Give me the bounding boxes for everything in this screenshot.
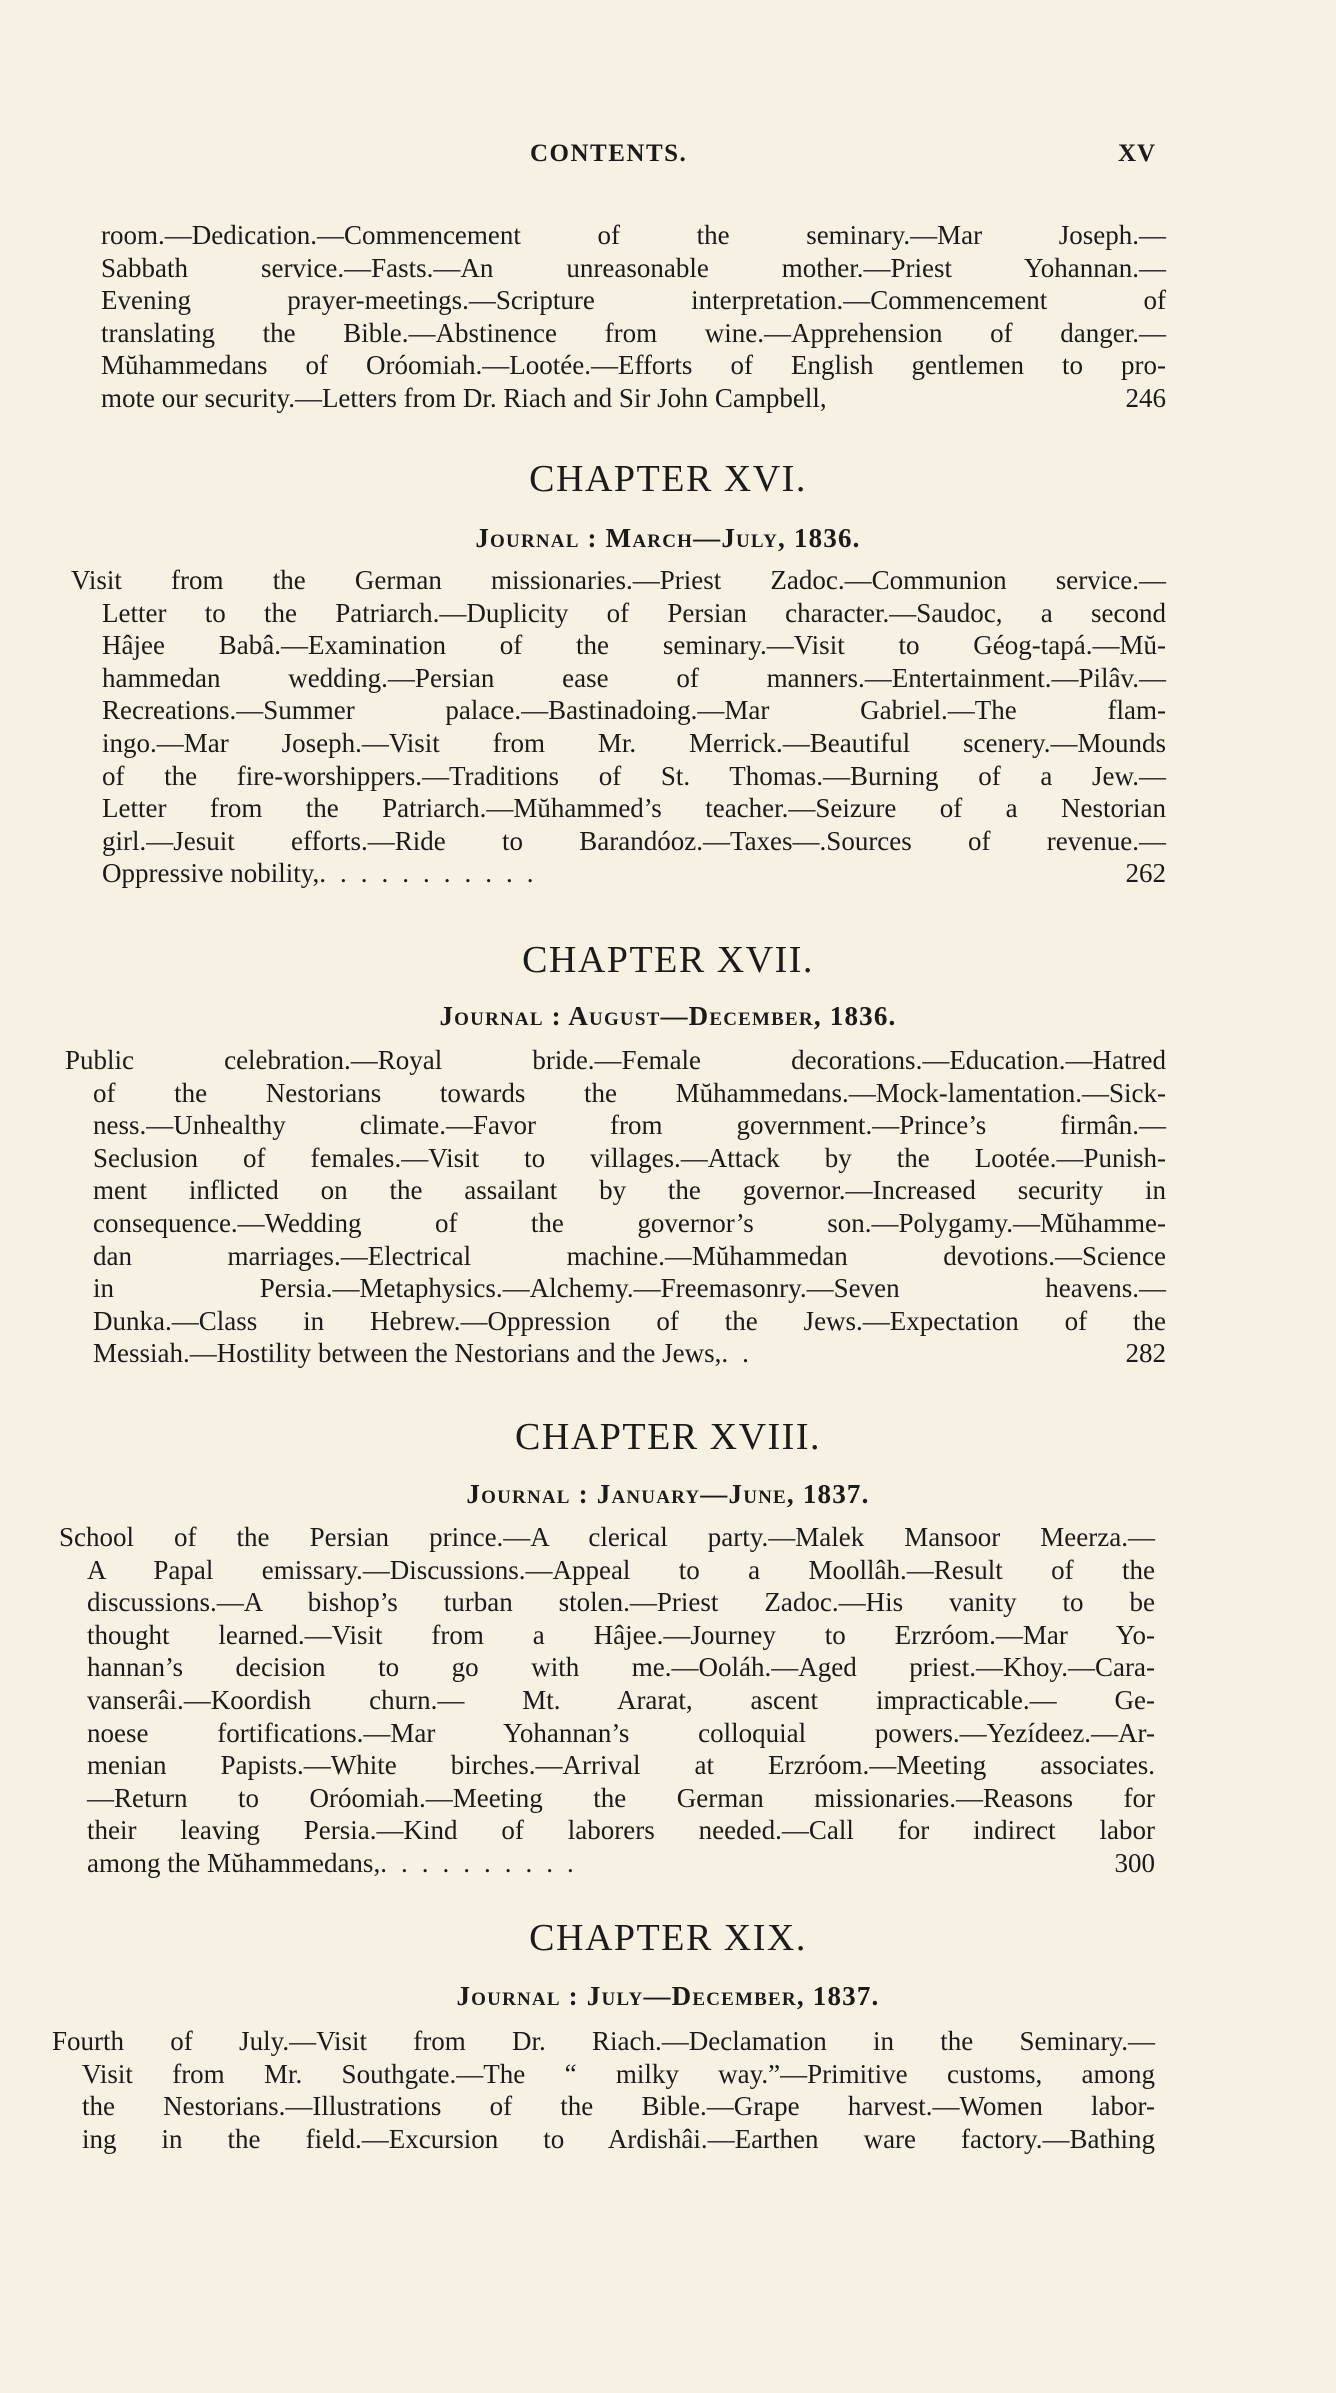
running-head-title: CONTENTS. <box>530 140 688 167</box>
entry-last-text: among the Mŭhammedans, <box>87 1847 381 1878</box>
entry-line: A Papal emissary.—Discussions.—Appeal to a Moollâh.—Result of the <box>87 1554 1155 1585</box>
entry-line: Hâjee Babâ.—Examination of the seminary.—Visit to Géog-tapá.—Mŭ- <box>102 630 1166 661</box>
entry-line: Visit from Mr. Southgate.—The “ milky way.”—Primitive customs, among <box>82 2058 1155 2089</box>
chapter-entry <box>71 564 1166 890</box>
entry-continuation <box>52 2058 1155 2156</box>
chapter-heading: CHAPTER XIX. <box>529 1917 807 1959</box>
entry-line: thought learned.—Visit from a Hâjee.—Journey to Erzróom.—Mar Yo- <box>87 1619 1155 1650</box>
entry-line: Fourth of July.—Visit from Dr. Riach.—Declamation in the Seminary.— <box>52 2026 1155 2056</box>
chapter-heading: CHAPTER XVII. <box>522 939 814 981</box>
entry-line: their leaving Persia.—Kind of laborers needed.—Call for indirect labor <box>87 1815 1155 1846</box>
entry-line: Visit from the German missionaries.—Priest Zadoc.—Communion service.— <box>71 565 1166 595</box>
entry-line: menian Papists.—White birches.—Arrival at Erzróom.—Meeting associates. <box>87 1750 1155 1781</box>
entry-line: in Persia.—Metaphysics.—Alchemy.—Freemasonry.—Seven heavens.— <box>93 1273 1166 1304</box>
entry-line: School of the Persian prince.—A clerical party.—Malek Mansoor Meerza.— <box>59 1522 1155 1552</box>
entry-line: Seclusion of females.—Visit to villages.—Attack by the Lootée.—Punish- <box>93 1142 1166 1173</box>
entry-line: ness.—Unhealthy climate.—Favor from government.—Prince’s firmân.— <box>93 1110 1166 1141</box>
dot-leader: .......... <box>380 1847 588 1878</box>
entry-line: Recreations.—Summer palace.—Bastinadoing.—Mar Gabriel.—The flam- <box>102 695 1166 726</box>
entry-line: Letter to the Patriarch.—Duplicity of Persian character.—Saudoc, a second <box>102 597 1166 628</box>
entry-line: noese fortifications.—Mar Yohannan’s colloquial powers.—Yezídeez.—Ar- <box>87 1717 1155 1748</box>
entry-last-line <box>101 382 1166 415</box>
entry-line: dan marriages.—Electrical machine.—Mŭhammedan devotions.—Science <box>93 1240 1166 1271</box>
entry-line: Evening prayer-meetings.—Scripture interpretation.—Commencement of <box>101 285 1166 316</box>
entry-line: consequence.—Wedding of the governor’s son.—Polygamy.—Mŭhamme- <box>93 1207 1166 1238</box>
entry-line: hammedan wedding.—Persian ease of manners.—Entertainment.—Pilâv.— <box>102 662 1166 693</box>
chapter-heading: CHAPTER XVIII. <box>515 1416 821 1458</box>
entry-last-line <box>87 1847 1155 1880</box>
entry-line: hannan’s decision to go with me.—Ooláh.—Aged priest.—Khoy.—Cara- <box>87 1652 1155 1683</box>
chapter-entry <box>59 1521 1155 1880</box>
entry-line: girl.—Jesuit efforts.—Ride to Barandóoz.—Taxes—.Sources of revenue.— <box>102 825 1166 856</box>
entry-last-text: Messiah.—Hostility between the Nestorians and the Jews, <box>93 1338 722 1369</box>
entry-line: discussions.—A bishop’s turban stolen.—Priest Zadoc.—His vanity to be <box>87 1587 1155 1618</box>
entry-line: the Nestorians.—Illustrations of the Bible.—Grape harvest.—Women labor- <box>82 2091 1155 2122</box>
entry-line: Letter from the Patriarch.—Mŭhammed’s teacher.—Seizure of a Nestorian <box>102 793 1166 824</box>
entry-line: Dunka.—Class in Hebrew.—Oppression of the Jews.—Expectation of the <box>93 1305 1166 1336</box>
entry-line: of the fire-worshippers.—Traditions of St. Thomas.—Burning of a Jew.— <box>102 760 1166 791</box>
entry-line: ingo.—Mar Joseph.—Visit from Mr. Merrick.—Beautiful scenery.—Mounds <box>102 727 1166 758</box>
entry-line: room.—Dedication.—Commencement of the seminary.—Mar Joseph.— <box>101 220 1166 250</box>
entry-line: ment inflicted on the assailant by the governor.—Increased security in <box>93 1175 1166 1206</box>
entry-continuation <box>71 597 1166 890</box>
entry-line: of the Nestorians towards the Mŭhammedans.—Mock-lamentation.—Sick- <box>93 1077 1166 1108</box>
carryover-entry <box>101 219 1166 415</box>
chapter-heading: CHAPTER XVI. <box>529 458 807 500</box>
chapter-entry <box>65 1044 1166 1370</box>
entry-line: Public celebration.—Royal bride.—Female decorations.—Education.—Hatred <box>65 1045 1166 1075</box>
entry-line: ing in the field.—Excursion to Ardishâi.—Earthen ware factory.—Bathing <box>82 2123 1155 2154</box>
entry-page-number: 282 <box>1125 1338 1166 1369</box>
chapter-journal-subtitle: Journal : July—December, 1837. <box>456 1981 880 2011</box>
chapter-journal-subtitle: Journal : March—July, 1836. <box>475 523 861 553</box>
dot-leader: .. <box>721 1338 763 1369</box>
chapter-entry <box>52 2025 1155 2155</box>
entry-line: Sabbath service.—Fasts.—An unreasonable mother.—Priest Yohannan.— <box>101 252 1166 283</box>
entry-line: Mŭhammedans of Oróomiah.—Lootée.—Efforts of English gentlemen to pro- <box>101 350 1166 381</box>
entry-continuation <box>65 1077 1166 1370</box>
entry-continuation <box>59 1554 1155 1880</box>
entry-last-line <box>102 857 1166 890</box>
chapter-journal-subtitle: Journal : January—June, 1837. <box>466 1479 870 1509</box>
entry-page-number: 300 <box>1114 1847 1155 1878</box>
entry-last-text: mote our security.—Letters from Dr. Riach and Sir John Campbell, <box>101 382 827 413</box>
entry-page-number: 262 <box>1125 858 1166 889</box>
entry-line: vanserâi.—Koordish churn.— Mt. Ararat, ascent impracticable.— Ge- <box>87 1684 1155 1715</box>
running-head-page-number: XV <box>1118 140 1157 167</box>
running-head <box>0 140 1336 180</box>
entry-line: —Return to Oróomiah.—Meeting the German missionaries.—Reasons for <box>87 1782 1155 1813</box>
entry-last-text: Oppressive nobility, <box>102 858 320 889</box>
chapter-journal-subtitle: Journal : August—December, 1836. <box>439 1001 897 1031</box>
entry-line: translating the Bible.—Abstinence from wine.—Apprehension of danger.— <box>101 317 1166 348</box>
entry-last-line <box>93 1337 1166 1370</box>
entry-page-number: 246 <box>1125 382 1166 413</box>
dot-leader: ........... <box>319 858 548 889</box>
